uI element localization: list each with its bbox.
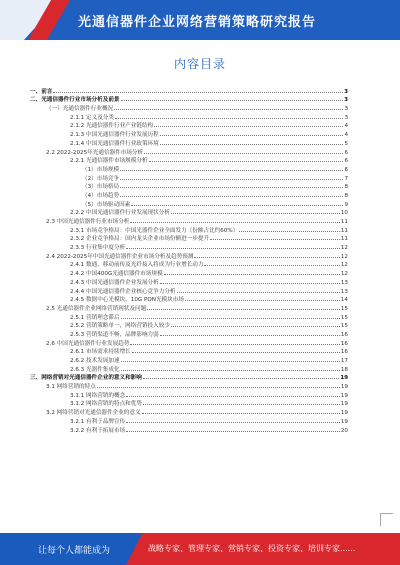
toc-entry-text: 2.1.2 光通信器件行业产业链结构 [70, 123, 154, 130]
toc-entry[interactable] [30, 338, 348, 347]
toc-entry-text: 2.5.3 营销渠道不畅，品牌影响力弱 [70, 331, 159, 338]
toc-entry[interactable] [30, 303, 348, 312]
toc-entry[interactable] [30, 86, 348, 95]
toc-page-number: 18 [340, 366, 348, 373]
toc-entry[interactable] [30, 390, 348, 399]
toc-entry-text: 3.1 网络营销的特点 [46, 384, 96, 391]
toc-leader-dots [143, 404, 340, 405]
toc-leader-dots [154, 126, 343, 127]
toc-entry-text: 3.2.2 有利于拓展市场 [70, 427, 126, 434]
toc-entry[interactable] [30, 190, 348, 199]
toc-leader-dots [142, 413, 340, 414]
toc-page-number: 11 [340, 219, 348, 225]
toc-entry-text: 2.4.4 中国光通信器件企业核心竞争力分析 [70, 288, 176, 295]
toc-entry[interactable] [30, 164, 348, 173]
toc-entry-text: 2.4.1 数通、移动前传及光纤接入将成为行业增长动力 [70, 262, 204, 269]
toc-entry-text: 三、网络营销对光通信器件企业的意义和影响 [30, 375, 142, 382]
toc-leader-dots [132, 352, 340, 353]
toc-page-number: 6 [344, 166, 348, 173]
toc-leader-dots [194, 257, 339, 258]
toc-page-number: 12 [340, 262, 348, 269]
toc-entry[interactable] [30, 416, 348, 425]
toc-entry[interactable] [30, 251, 348, 260]
toc-entry-text: 2.2 2022-2025年光通信器件市场分析 [46, 149, 144, 156]
toc-entry[interactable] [30, 399, 348, 408]
toc-entry-text: 2.3.3 行业集中度分析 [70, 245, 126, 252]
toc-leader-dots [126, 396, 340, 397]
toc-page-number: 16 [340, 340, 348, 347]
toc-entry-text: 2.4.5 数据中心光模块、10G PON光模块市场 [70, 297, 184, 304]
toc-leader-dots [121, 361, 340, 362]
toc-leader-dots [160, 135, 344, 136]
toc-page-number: 5 [344, 140, 348, 147]
toc-entry-text: （2）市场竞争 [82, 175, 120, 182]
toc-entry[interactable] [30, 268, 348, 277]
toc-entry[interactable] [30, 277, 348, 286]
toc-leader-dots [53, 92, 343, 93]
toc-leader-dots [121, 318, 340, 319]
toc-leader-dots [130, 222, 339, 223]
toc-page-number: 14 [340, 297, 348, 304]
toc-entry[interactable] [30, 95, 348, 104]
toc-page-number: 9 [344, 201, 348, 208]
toc-entry-text: 一、前言 [30, 88, 53, 95]
toc-page-number: 10 [340, 210, 348, 217]
toc-page-number: 11 [340, 227, 348, 234]
toc-page-number: 8 [344, 192, 348, 199]
toc-page-number: 6 [344, 158, 348, 165]
toc-entry[interactable] [30, 242, 348, 251]
toc-entry-text: 2.4.2 中国400G光通信器件市场规模 [70, 271, 163, 278]
toc-entry-text: 2.1.1 定义及分类 [70, 114, 114, 121]
toc-page-number: 16 [340, 331, 348, 338]
toc-leader-dots [114, 109, 343, 110]
toc-entry-text: 2.5 光通信器件企业网络营销现状及问题 [46, 305, 147, 312]
toc-leader-dots [177, 292, 340, 293]
page-corner-mark [380, 513, 393, 526]
toc-leader-dots [130, 344, 339, 345]
toc-entry[interactable] [30, 138, 348, 147]
toc-page-number: 8 [344, 184, 348, 191]
toc-entry[interactable] [30, 112, 348, 121]
toc-title: 内容目录 [173, 57, 226, 71]
table-of-contents [30, 86, 348, 434]
toc-entry[interactable] [30, 216, 348, 225]
toc-entry[interactable] [30, 234, 348, 243]
toc-page-number: 3 [344, 114, 348, 121]
toc-entry[interactable] [30, 364, 348, 373]
toc-entry[interactable] [30, 321, 348, 330]
toc-entry-text: 2.3.2 企业竞争格局：国内龙头企业市场份额进一步提升 [70, 236, 210, 243]
toc-leader-dots [239, 231, 340, 232]
toc-entry-text: 2.2.2 中国光通信器件行业发展现状分析 [70, 210, 170, 217]
toc-leader-dots [120, 179, 343, 180]
toc-entry[interactable] [30, 286, 348, 295]
toc-leader-dots [126, 422, 340, 423]
toc-entry[interactable] [30, 312, 348, 321]
toc-leader-dots [204, 265, 339, 266]
toc-leader-dots [160, 283, 340, 284]
toc-entry-text: 2.5.2 营销策略单一，网络营销投入较少 [70, 323, 170, 330]
toc-entry[interactable] [30, 208, 348, 217]
toc-page-number: 3 [344, 106, 348, 113]
toc-leader-dots [121, 100, 344, 101]
toc-entry-text: 2.4 2022-2025年中国光通信器件企业市场分析及趋势预测 [46, 253, 194, 260]
toc-page-number: 12 [340, 253, 348, 260]
toc-entry-text: 2.2.1 光通信器件市场规模分析 [70, 158, 148, 165]
toc-page-number: 15 [340, 314, 348, 321]
toc-entry-text: 3.1.2 网络营销的特点和优势 [70, 401, 142, 408]
toc-entry[interactable] [30, 129, 348, 138]
toc-entry[interactable] [30, 425, 348, 434]
toc-entry[interactable] [30, 173, 348, 182]
toc-page-number: 19 [340, 392, 348, 399]
toc-page-number: 13 [340, 279, 348, 286]
toc-leader-dots [126, 431, 340, 432]
toc-entry-text: 2.6.3 光器件集成化 [70, 366, 120, 373]
toc-leader-dots [121, 370, 340, 371]
footer-banner [0, 533, 400, 565]
toc-leader-dots [120, 187, 343, 188]
toc-entry-text: 2.4.3 中国光通信器件企业发展分析 [70, 279, 159, 286]
toc-leader-dots [171, 213, 340, 214]
toc-page-number: 17 [340, 358, 348, 364]
toc-leader-dots [149, 161, 344, 162]
toc-leader-dots [160, 144, 344, 145]
toc-page-number: 19 [340, 401, 348, 408]
toc-page-number: 4 [344, 132, 348, 139]
toc-leader-dots [120, 196, 343, 197]
toc-entry-text: 2.5.1 营销理念滞后 [70, 314, 120, 321]
toc-page-number: 19 [340, 375, 348, 382]
toc-entry[interactable] [30, 295, 348, 304]
toc-entry-text: 二、光通信器件行业市场分析及前景 [30, 97, 120, 104]
toc-entry[interactable] [30, 373, 348, 382]
toc-entry[interactable] [30, 121, 348, 130]
toc-entry-text: 3.2.1 有利于品牌宣传 [70, 418, 126, 425]
toc-page-number: 3 [344, 97, 348, 104]
toc-entry-text: （5）市场驱动因素 [82, 201, 131, 208]
toc-page-number: 19 [340, 384, 348, 391]
toc-entry[interactable] [30, 182, 348, 191]
toc-entry-text: 2.1.4 中国光通信器件行业政策环境 [70, 140, 159, 147]
toc-leader-dots [143, 378, 339, 379]
toc-entry-text: （一）光通信器件行业概况 [46, 106, 114, 113]
toc-leader-dots [120, 170, 343, 171]
toc-entry-text: 2.3.1 市场竞争格局：中国光器件企业全面发力（份额占比约60%） [70, 227, 239, 234]
toc-entry-text: 2.1.3 中国光通信器件行业发展历程 [70, 132, 159, 139]
toc-entry-text: 2.6.1 市场需求持续增长 [70, 349, 131, 356]
toc-page-number: 15 [340, 305, 348, 312]
toc-entry[interactable] [30, 407, 348, 416]
toc-page-number: 3 [344, 88, 348, 95]
toc-page-number: 7 [344, 175, 348, 182]
toc-entry-text: （4）市场趋势 [82, 192, 120, 199]
toc-entry[interactable] [30, 225, 348, 234]
toc-entry[interactable] [30, 103, 348, 112]
toc-leader-dots [210, 239, 340, 240]
toc-page-number: 12 [340, 245, 348, 252]
toc-page-number: 19 [340, 410, 348, 417]
toc-entry[interactable] [30, 199, 348, 208]
toc-page-number: 12 [340, 271, 348, 278]
toc-page-number: 11 [340, 236, 348, 243]
toc-entry[interactable] [30, 347, 348, 356]
toc-entry[interactable] [30, 260, 348, 269]
report-title: 光通信器件企业网络营销策略研究报告 [78, 15, 317, 30]
toc-entry[interactable] [30, 355, 348, 364]
toc-entry-text: 3.2 网络营销对光通信器件企业的意义 [46, 410, 141, 417]
toc-leader-dots [160, 335, 340, 336]
toc-leader-dots [185, 300, 340, 301]
toc-page-number: 6 [344, 149, 348, 156]
toc-page-number: 15 [340, 323, 348, 330]
toc-page-number: 4 [344, 123, 348, 130]
report-header [0, 0, 400, 40]
toc-page-number: 20 [340, 427, 348, 434]
toc-leader-dots [171, 326, 340, 327]
toc-entry-text: （3）市场格局 [82, 184, 120, 191]
toc-entry-text: 3.1.1 网络营销的概念 [70, 392, 126, 399]
toc-leader-dots [131, 205, 343, 206]
toc-page-number: 13 [340, 288, 348, 295]
footer-cta-text: 战略专家、管理专家、营销专家、投资专家、培训专家...... [148, 544, 356, 553]
toc-entry-text: 2.3 中国光通信器件行业市场分析 [46, 219, 130, 225]
footer-slogan: 让每个人都能成为 [38, 546, 111, 556]
toc-entry-text: 2.6.2 技术发展加速 [70, 358, 120, 364]
toc-entry[interactable] [30, 381, 348, 390]
toc-entry-text: 2.6 中国光通信器件行业发展趋势 [46, 340, 130, 347]
toc-entry[interactable] [30, 147, 348, 156]
toc-leader-dots [97, 387, 340, 388]
toc-entry[interactable] [30, 329, 348, 338]
toc-leader-dots [164, 274, 340, 275]
toc-entry[interactable] [30, 156, 348, 165]
toc-leader-dots [126, 248, 340, 249]
toc-page-number: 19 [340, 418, 348, 425]
toc-leader-dots [115, 118, 343, 119]
toc-entry-text: （1）市场规模 [82, 166, 120, 173]
toc-leader-dots [147, 309, 340, 310]
toc-leader-dots [144, 153, 343, 154]
toc-page-number: 16 [340, 349, 348, 356]
